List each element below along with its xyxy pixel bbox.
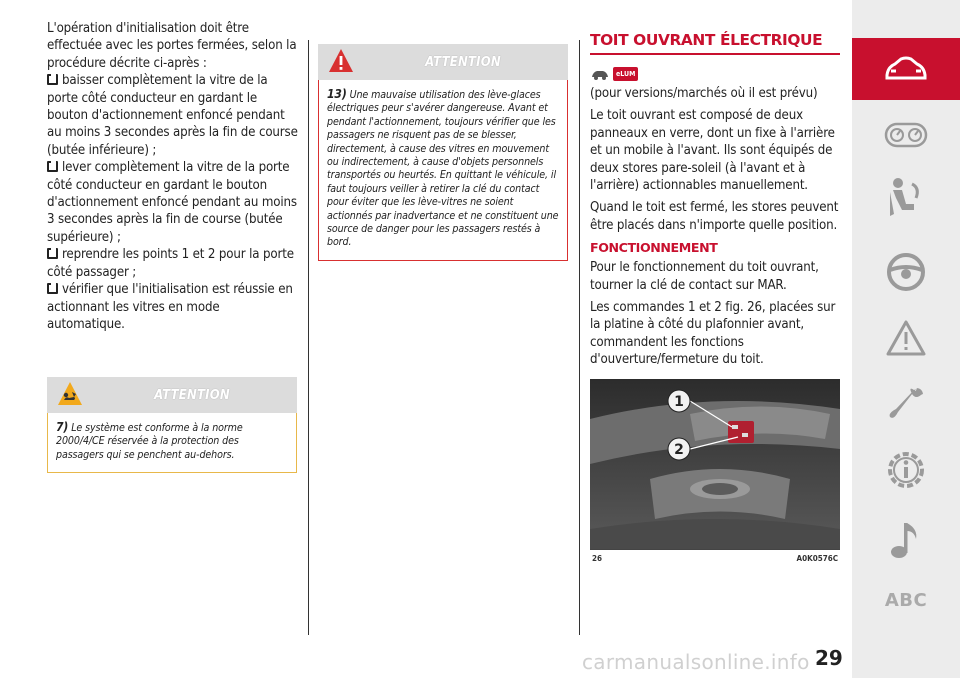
column-left: [47, 20, 299, 461]
column-right: [590, 30, 840, 563]
controls-text: Les commandes 1 et 2 fig. 26, placées sur la platine à côté du plafonnier avant, commandent les fonctions d'ouverture/fermeture du toit.: [590, 300, 836, 368]
warning-triangle-icon: [885, 319, 927, 357]
column-divider: [308, 40, 309, 635]
sunroof-description: Le toit ouvrant est composé de deux panneaux en verre, dont un fixe à l'arrière et un mobile à l'avant. Ils sont équipés de deux stores pare-soleil (à l'avant et à l'arrière) actionnables manuellement.: [590, 108, 835, 194]
index-abc-label: ABC: [884, 589, 928, 611]
attention-label: ATTENTION: [425, 54, 501, 70]
sidebar-item-driving[interactable]: [852, 246, 960, 298]
warning-triangle-icon: [328, 48, 354, 74]
sidebar-item-multimedia[interactable]: [852, 512, 960, 568]
sidebar-item-emergency[interactable]: [852, 378, 960, 430]
section-title: TOIT OUVRANT ÉLECTRIQUE: [590, 30, 840, 55]
callout-1: 1: [674, 393, 684, 410]
attention-number: 13): [327, 87, 347, 101]
attention-header: [318, 44, 568, 80]
subsection-title: FONCTIONNEMENT: [590, 240, 718, 256]
figure-26-image: [590, 379, 840, 549]
page-number: 29: [815, 646, 843, 670]
attention-text: Une mauvaise utilisation des lève-glaces électriques peur s'avérer dangereuse. Avant et pendant l'actionnement, toujours vérifier que les passagers ne risquent pas de se blesser, directement, à cause des vitres en mouvement ou indirectement, à cause d'objets personnels transportés ou heurtés. En quittant le véhicule, il faut toujours veiller à retirer la clé du contact pour éviter que les lève-vitres ne soient actionnés par inadvertance et ne constituent une source de danger pour les passagers restés à bord.: [327, 89, 559, 249]
info-gear-icon: [884, 448, 928, 492]
attention-box-7: [47, 377, 297, 473]
blinds-note: Quand le toit est fermé, les stores peuvent être placés dans n'importe quelle position.: [590, 200, 839, 233]
sidebar-item-maintenance[interactable]: [852, 442, 960, 498]
sidebar-item-vehicle[interactable]: [852, 38, 960, 100]
airbag-warning-icon: [57, 381, 83, 407]
lum-badge: eLUM: [613, 67, 638, 81]
chapter-sidebar: [852, 0, 960, 678]
car-version-icon: [590, 67, 610, 81]
steering-wheel-icon: [886, 252, 926, 292]
step-4: vérifier que l'initialisation est réussie en actionnant les vitres en mode automatique.: [47, 282, 293, 332]
seat-airbag-icon: [886, 176, 926, 220]
dashboard-gauges-icon: [884, 122, 928, 148]
bullet-icon: [47, 74, 58, 85]
sidebar-item-warnings[interactable]: [852, 312, 960, 364]
step-3: reprendre les points 1 et 2 pour la porte côté passager ;: [47, 247, 294, 280]
sidebar-item-dashboard[interactable]: [852, 115, 960, 155]
attention-text: Le système est conforme à la norme 2000/4/CE réservée à la protection des passagers qui se penchent au-dehors.: [56, 422, 243, 461]
sidebar-item-index[interactable]: [852, 584, 960, 616]
bullet-icon: [47, 248, 58, 259]
callout-2: 2: [674, 441, 684, 458]
attention-body: [47, 413, 297, 473]
bullet-icon: [47, 161, 58, 172]
versions-note: (pour versions/marchés où il est prévu): [590, 86, 818, 101]
operation-text: Pour le fonctionnement du toit ouvrant, tourner la clé de contact sur MAR.: [590, 260, 819, 293]
step-2: lever complètement la vitre de la porte côté conducteur en gardant le bouton d'actionnement enfoncé pendant au moins 3 secondes après la fin de course (butée supérieure) ;: [47, 160, 297, 245]
column-divider: [579, 40, 580, 635]
music-note-icon: [888, 519, 924, 561]
column-middle: [318, 44, 568, 261]
version-icons: [590, 65, 840, 83]
wrench-icon: [886, 384, 926, 424]
roof-console-illustration: [590, 379, 840, 549]
car-icon: [883, 55, 929, 83]
attention-header: [47, 377, 297, 413]
attention-label: ATTENTION: [154, 387, 230, 403]
figure-code: A0K0576C: [796, 553, 838, 563]
attention-number: 7): [56, 420, 69, 434]
figure-number: 26: [592, 553, 603, 563]
sidebar-item-safety[interactable]: [852, 172, 960, 224]
bullet-icon: [47, 283, 58, 294]
attention-body: [318, 80, 568, 261]
watermark: carmanualsonline.info: [582, 650, 810, 674]
figure-caption: [590, 549, 840, 563]
step-1: baisser complètement la vitre de la porte côté conducteur en gardant le bouton d'actionnement enfoncé pendant au moins 3 secondes après la fin de course (butée inférieure) ;: [47, 73, 298, 158]
init-intro: L'opération d'initialisation doit être effectuée avec les portes fermées, selon la procédure décrite ci-après :: [47, 21, 297, 71]
